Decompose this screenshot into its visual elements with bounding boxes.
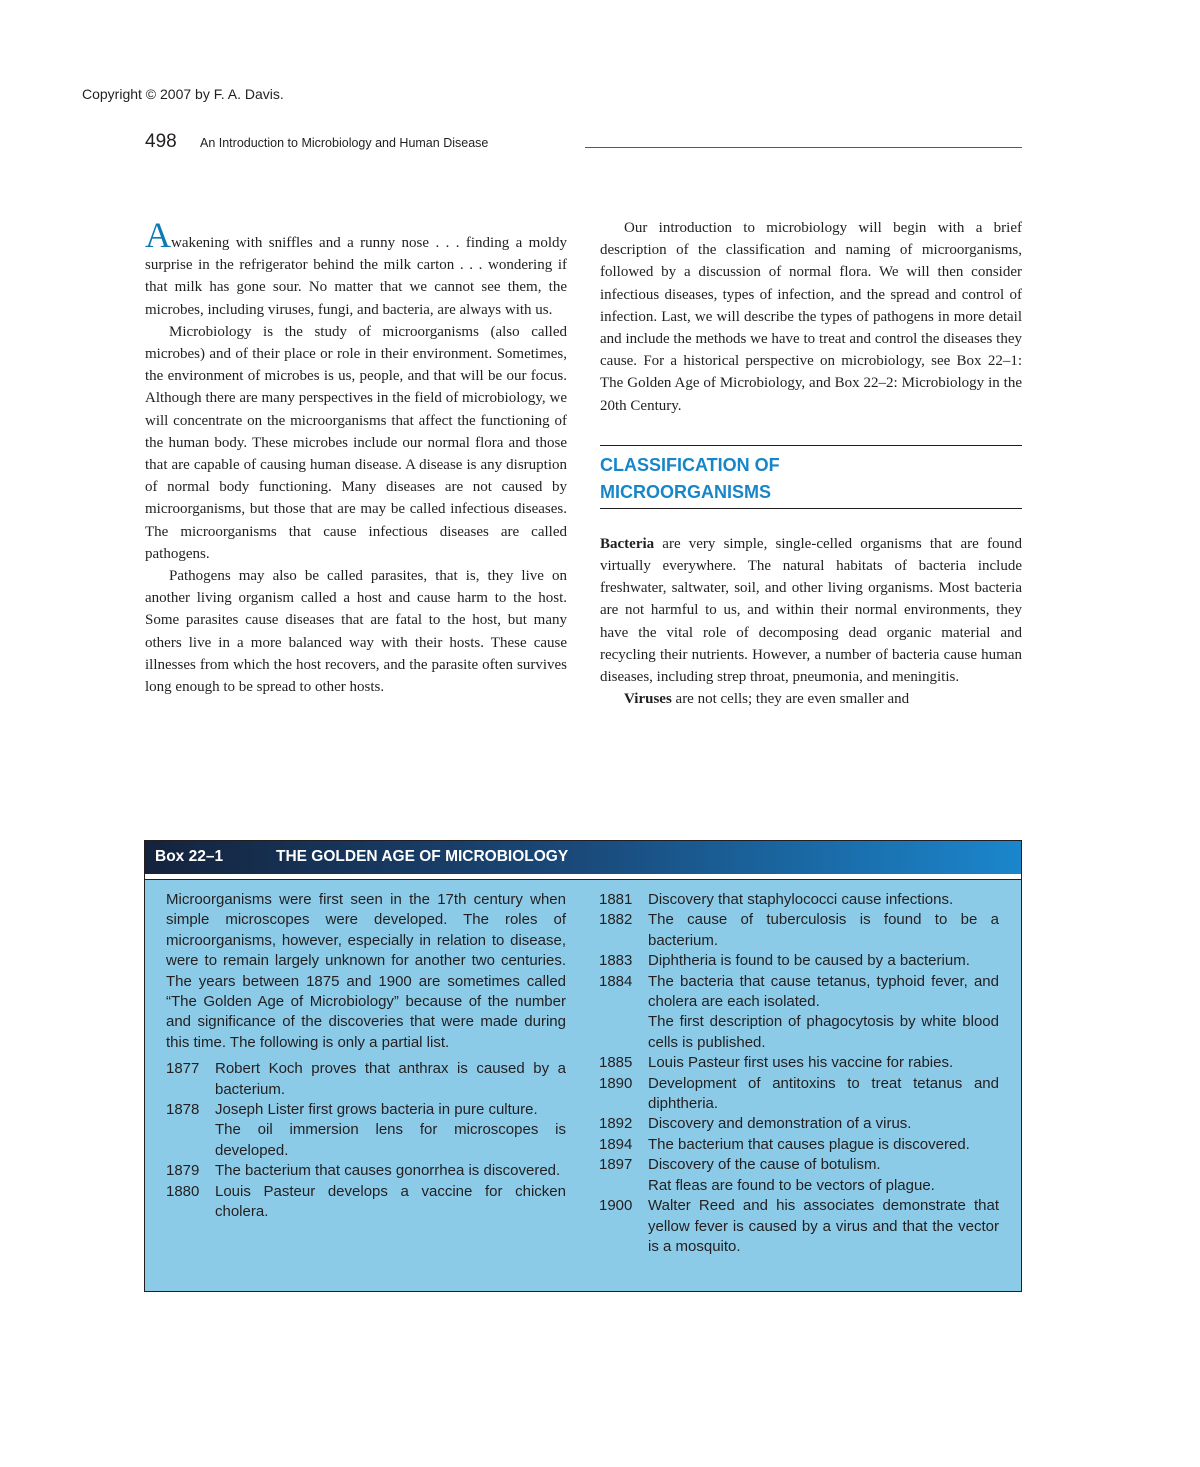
timeline-entry	[599, 951, 999, 971]
box-right-column	[599, 890, 999, 1257]
timeline-entry	[166, 1059, 566, 1100]
timeline-event: The bacteria that cause tetanus, typhoid fever, and cholera are each isolated.	[648, 972, 999, 1011]
section-heading-line-1: CLASSIFICATION OF	[600, 454, 780, 475]
timeline-events	[215, 1059, 566, 1100]
timeline-entry	[599, 972, 999, 1054]
timeline-year: 1894	[599, 1135, 633, 1153]
timeline-event: Joseph Lister first grows bacteria in pure culture.	[215, 1101, 538, 1119]
right-column	[600, 217, 1022, 710]
left-column	[145, 217, 567, 698]
bacteria-term: Bacteria	[600, 535, 655, 552]
timeline-event: Discovery of the cause of botulism.	[648, 1156, 881, 1174]
timeline-entry	[166, 1100, 566, 1161]
timeline-year: 1884	[599, 972, 633, 990]
timeline-event: Louis Pasteur first uses his vaccine for rabies.	[648, 1054, 954, 1072]
box-title: THE GOLDEN AGE OF MICROBIOLOGY	[276, 848, 569, 865]
timeline-year: 1883	[599, 952, 633, 970]
timeline-year: 1892	[599, 1115, 633, 1133]
timeline-events	[215, 1100, 566, 1161]
timeline-events	[215, 1182, 566, 1223]
bacteria-text: are very simple, single-celled organisms that are found virtually everywhere. The natural habitats of bacteria include freshwater, saltwater, soil, and other living organisms. Most bacteria are not harmful to us, and within their normal environments, they have the vital role of decomposing dead organic material and recycling their nutrients. However, a number of bacteria cause human diseases, including strep throat, pneumonia, and meningitis.	[600, 535, 1022, 686]
timeline-event: The bacterium that causes plague is discovered.	[648, 1135, 970, 1153]
viruses-text: are not cells; they are even smaller and	[671, 691, 910, 708]
timeline-events	[648, 1196, 999, 1257]
timeline-year: 1879	[166, 1162, 200, 1180]
timeline-left	[166, 1059, 566, 1222]
timeline-year: 1878	[166, 1101, 200, 1119]
timeline-event: The first description of phagocytosis by white blood cells is published.	[648, 1013, 999, 1051]
microbiology-definition-paragraph: Microbiology is the study of microorganisms (also called microbes) and of their place or role in their environment. Sometimes, the environment of microbes is us, people, and that will be our focus. Although there are many perspectives in the field of microbiology, we will concentrate on the microorganisms that affect the functioning of the human body. These microbes include our normal flora and those that are capable of causing human disease. A disease is any disruption of normal body functioning. Many diseases are not caused by microorganisms, but those that are may be called infectious diseases. The microorganisms that cause infectious diseases are called pathogens.	[145, 323, 567, 562]
timeline-events	[648, 1135, 999, 1155]
timeline-event: Discovery and demonstration of a virus.	[648, 1115, 912, 1133]
timeline-year: 1890	[599, 1074, 633, 1092]
timeline-event: Development of antitoxins to treat tetanus and diphtheria.	[648, 1074, 999, 1113]
copyright-notice: Copyright © 2007 by F. A. Davis.	[82, 86, 284, 102]
timeline-event: Robert Koch proves that anthrax is caused by a bacterium.	[215, 1060, 566, 1098]
timeline-year: 1885	[599, 1054, 633, 1072]
timeline-entry	[599, 1196, 999, 1257]
timeline-year: 1882	[599, 911, 633, 929]
timeline-entry	[599, 910, 999, 951]
intro-paragraph-text: wakening with sniffles and a runny nose . . . finding a moldy surprise in the refrigerator behind the milk carton . . . wondering if that milk has gone sour. No matter that we cannot see them, the microbes, including viruses, fungi, and bacteria, are always with us.	[145, 235, 567, 318]
box-intro: Microorganisms were first seen in the 17th century when simple microscopes were developed. The roles of microorganisms, however, especially in relation to disease, were to remain largely unknown for another two centuries. The years between 1875 and 1900 are sometimes called “The Golden Age of Microbiology” because of the number and significance of the discoveries that were made during this time. The following is only a partial list.	[166, 891, 566, 1051]
timeline-entry	[599, 1053, 999, 1073]
chapter-overview-paragraph: Our introduction to microbiology will begin with a brief description of the classification and naming of microorganisms, followed by a discussion of normal flora. We will then consider infectious diseases, types of infection, and the spread and control of infection. Last, we will describe the types of pathogens in more detail and include the methods we have to treat and control the diseases they cause. For a historical perspective on microbiology, see Box 22–1: The Golden Age of Microbiology, and Box 22–2: Microbiology in the 20th Century.	[600, 220, 1022, 414]
box-header	[145, 841, 1021, 874]
drop-cap: A	[145, 215, 171, 255]
timeline-event: Discovery that staphylococci cause infections.	[648, 891, 954, 908]
timeline-entry	[599, 890, 999, 910]
timeline-events	[215, 1161, 566, 1181]
timeline-events	[648, 910, 999, 951]
timeline-events	[648, 972, 999, 1054]
timeline-entry	[599, 1155, 999, 1196]
timeline-year: 1881	[599, 891, 633, 908]
timeline-events	[648, 1114, 999, 1134]
timeline-year: 1880	[166, 1182, 200, 1200]
timeline-right	[599, 890, 999, 1257]
timeline-entry	[166, 1161, 566, 1181]
timeline-event: Louis Pasteur develops a vaccine for chicken cholera.	[215, 1182, 566, 1221]
timeline-events	[648, 890, 999, 910]
viruses-term: Viruses	[624, 691, 672, 708]
timeline-events	[648, 1155, 999, 1196]
timeline-events	[648, 1074, 999, 1115]
timeline-entry	[599, 1114, 999, 1134]
timeline-year: 1897	[599, 1156, 633, 1174]
page-header	[145, 131, 1022, 153]
timeline-entry	[599, 1135, 999, 1155]
timeline-event: The bacterium that causes gonorrhea is discovered.	[215, 1162, 561, 1180]
timeline-entry	[599, 1074, 999, 1115]
section-heading-classification	[600, 445, 1022, 509]
pathogens-paragraph: Pathogens may also be called parasites, that is, they live on another living organism called a host and cause harm to the host. Some parasites cause diseases that are fatal to the host, but many others live in a more balanced way with their hosts. These cause illnesses from which the host recovers, and the parasite often survives long enough to be spread to other hosts.	[145, 568, 567, 696]
box-left-column	[166, 890, 566, 1223]
timeline-entry	[166, 1182, 566, 1223]
timeline-event: Diphtheria is found to be caused by a bacterium.	[648, 952, 970, 970]
intro-paragraph	[145, 217, 567, 321]
box-label: Box 22–1	[155, 848, 224, 865]
timeline-events	[648, 951, 999, 971]
viruses-paragraph	[600, 688, 1022, 710]
header-rule	[585, 147, 1022, 148]
bacteria-paragraph	[600, 533, 1022, 688]
box-golden-age	[144, 840, 1022, 1292]
running-title: An Introduction to Microbiology and Human Disease	[200, 136, 489, 150]
section-heading-line-2: MICROORGANISMS	[600, 481, 771, 502]
timeline-event: Rat fleas are found to be vectors of plague.	[648, 1176, 935, 1194]
page-number: 498	[145, 131, 177, 152]
timeline-event: The oil immersion lens for microscopes is developed.	[215, 1121, 566, 1159]
timeline-event: The cause of tuberculosis is found to be a bacterium.	[648, 911, 999, 949]
timeline-year: 1877	[166, 1060, 200, 1078]
timeline-event: Walter Reed and his associates demonstrate that yellow fever is caused by a virus and that the vector is a mosquito.	[648, 1197, 999, 1255]
timeline-events	[648, 1053, 999, 1073]
box-body	[145, 879, 1021, 1291]
timeline-year: 1900	[599, 1197, 633, 1215]
